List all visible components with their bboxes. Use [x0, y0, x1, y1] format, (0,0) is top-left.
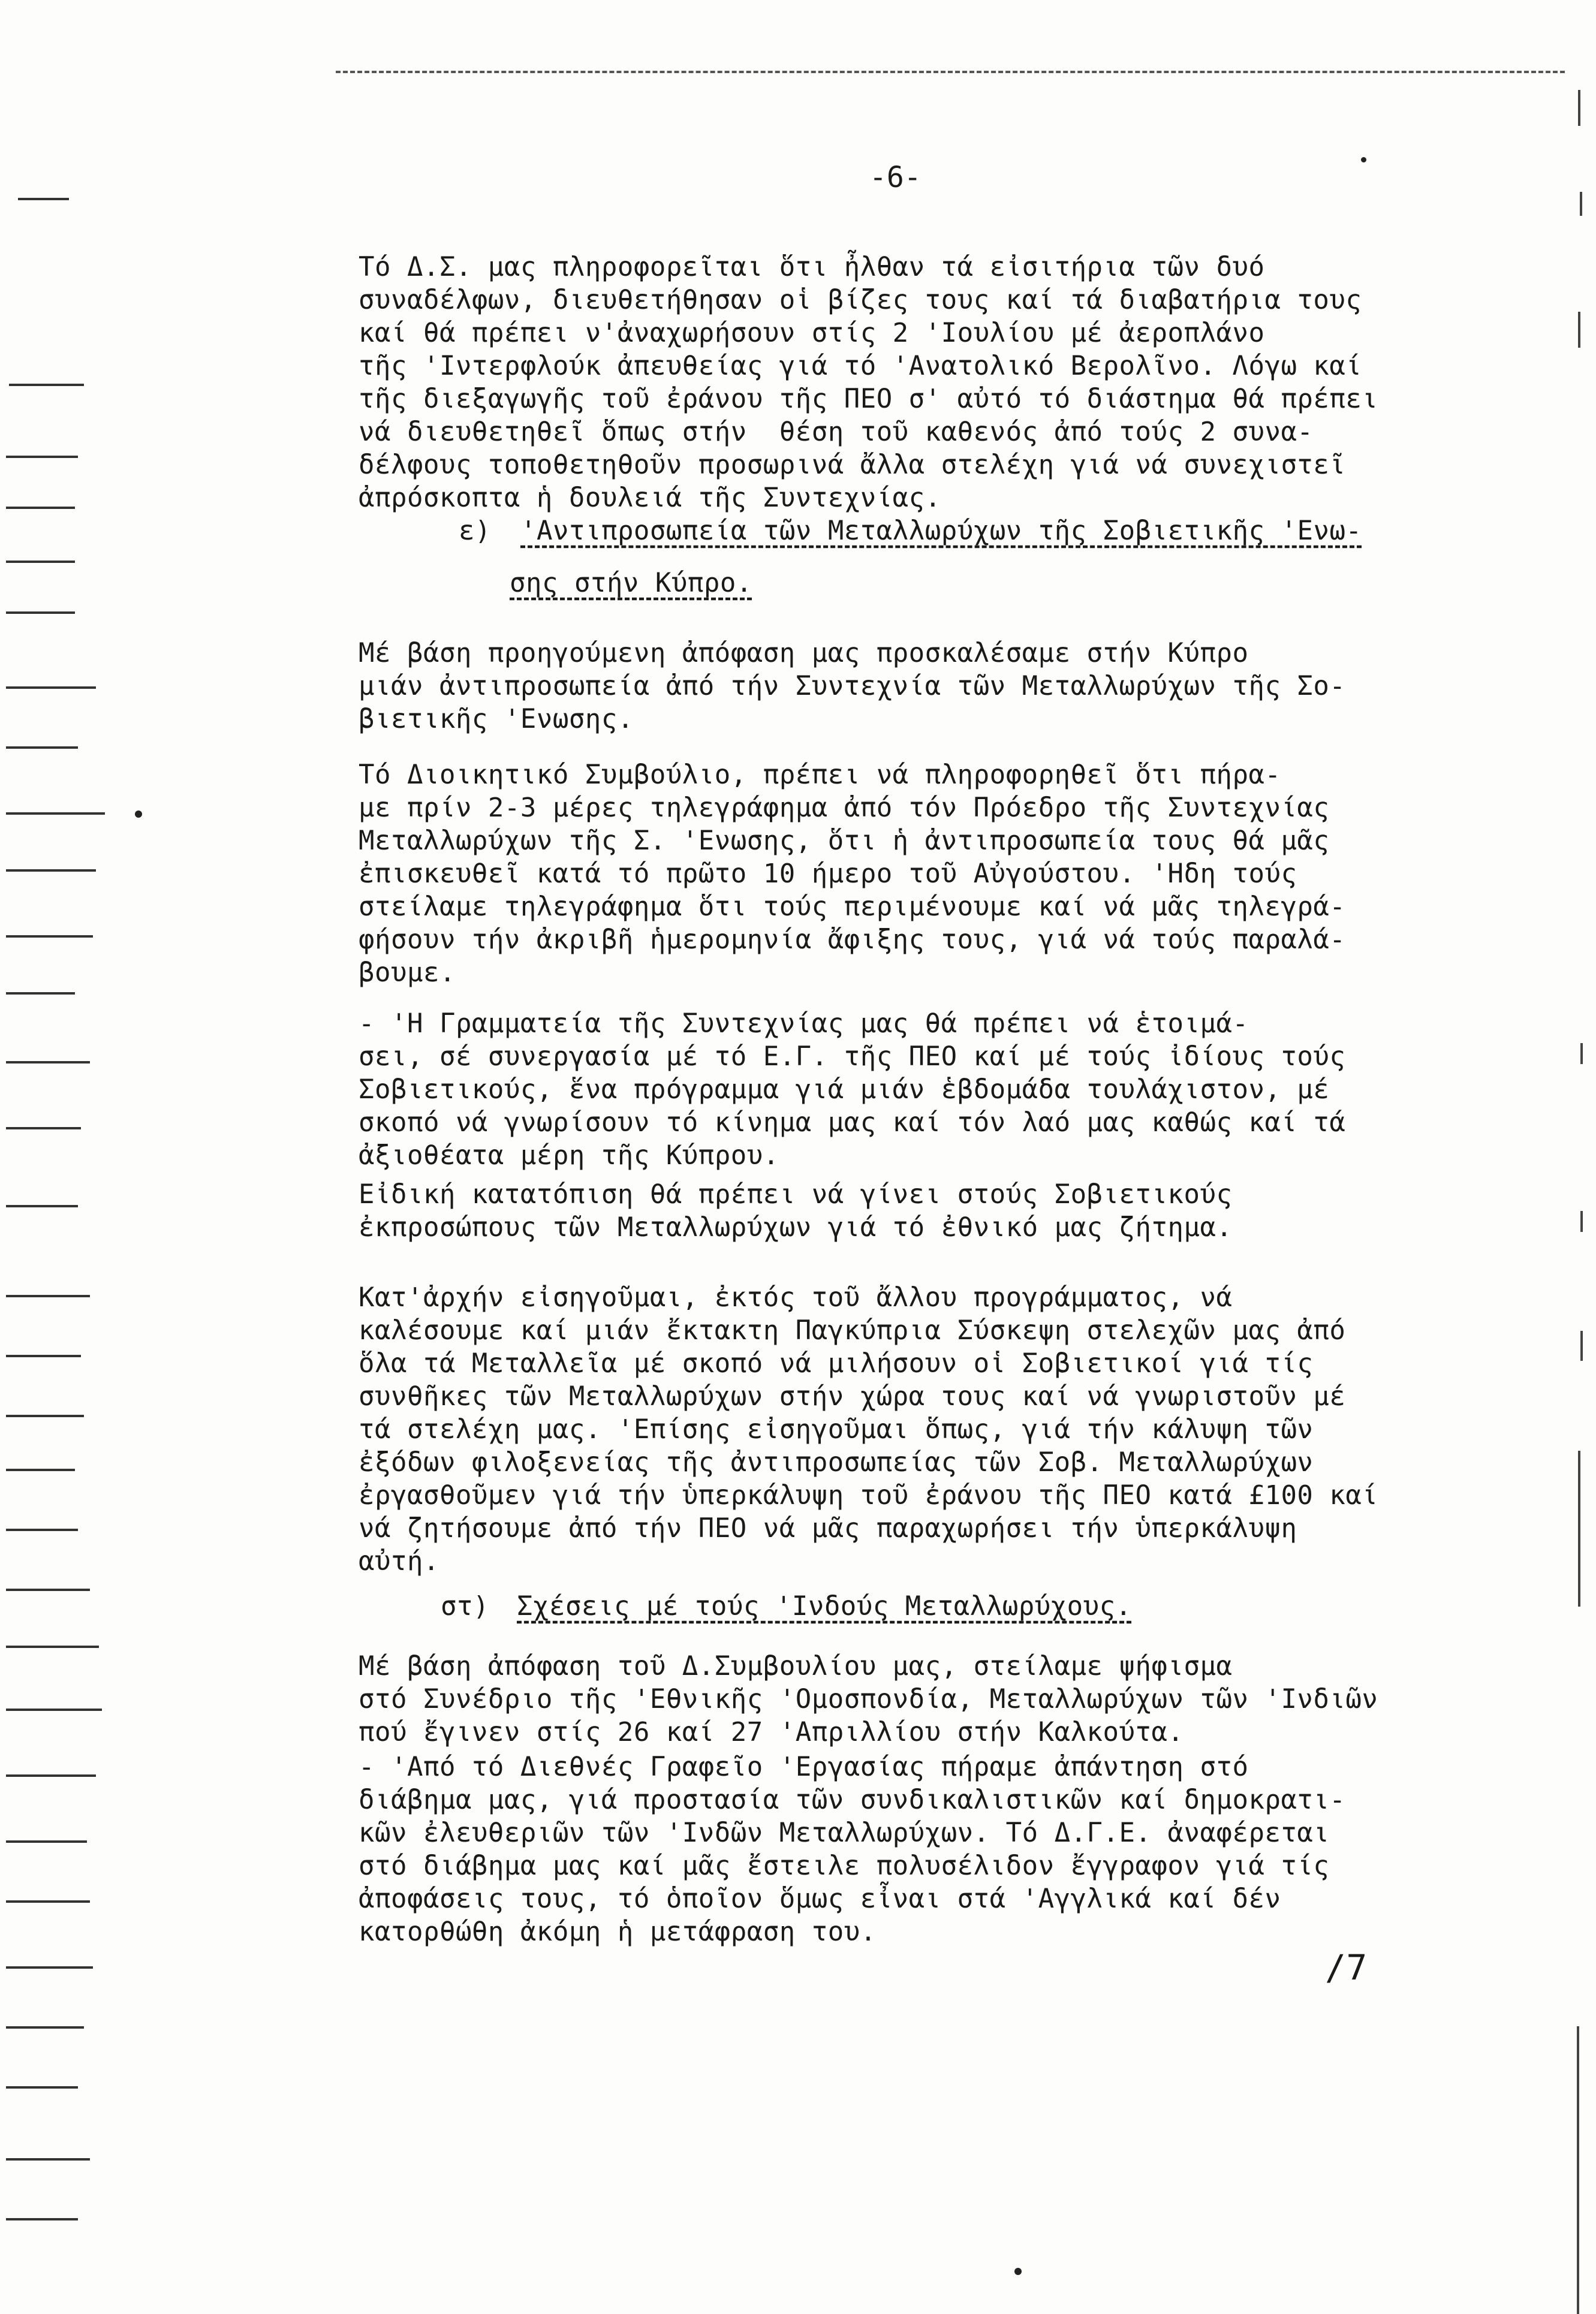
- top-dashed-rule: [336, 71, 1565, 73]
- heading-marker-e: ε): [459, 516, 491, 546]
- paragraph-conference-proposal: Κατ'ἀρχήν εἰσηγοῦμαι, ἐκτός τοῦ ἄλλου προγράμματος, νά καλέσουμε καί μιάν ἔκτακτη Παγκύπρια Σύσκεψη στελεχῶν μας ἀπό ὅλα τά Μεταλλεῖα μέ σκοπό νά μιλήσουν οἱ Σοβιετικοί γιά τίς συνθῆκες τῶν Μεταλλωρύχων στήν χώρα τους καί νά γνωριστοῦν μέ τά στελέχη μας. 'Επίσης εἰσηγοῦμαι ὅπως, γιά τήν κάλυψη τῶν ἐξόδων φιλοξενείας τῆς ἀντιπροσωπείας τῶν Σοβ. Μεταλλωρύχων ἐργασθοῦμεν γιά τήν ὑπερκάλυψη τοῦ ἐράνου τῆς ΠΕΟ κατά £100 καί νά ζητήσουμε ἀπό τήν ΠΕΟ νά μᾶς παραχωρήσει τήν ὑπερκάλυψη αὐτή.: [359, 1282, 1378, 1577]
- heading-indian-miners: Σχέσεις μέ τούς 'Ινδούς Μεταλλωρύχους.: [517, 1591, 1132, 1622]
- ink-speck: [1361, 157, 1366, 162]
- paragraph-briefing: Εἰδική κατατόπιση θά πρέπει νά γίνει στούς Σοβιετικούς ἐκπροσώπους τῶν Μεταλλωρύχων γιά τό ἐθνικό μας ζήτημα.: [359, 1179, 1233, 1243]
- paragraph-delegates-travel: Τό Δ.Σ. μας πληροφορεῖται ὅτι ἦλθαν τά εἰσιτήρια τῶν δυό συναδέλφων, διευθετήθησαν οἱ βίζες τους καί τά διαβατήρια τους καί θά πρέπει ν'ἀναχωρήσουν στίς 2 'Ιουλίου μέ ἀεροπλάνο τῆς 'Ιντερφλούκ ἀπευθείας γιά τό 'Ανατολικό Βερολῖνο. Λόγω καί τῆς διεξαγωγῆς τοῦ ἐράνου τῆς ΠΕΟ σ' αὐτό τό διάστημα θά πρέπει νά διευθετηθεῖ ὅπως στήν θέση τοῦ καθενός ἀπό τούς 2 συνα- δέλφους τοποθετηθοῦν προσωρινά ἄλλα στελέχη γιά νά συνεχιστεῖ ἀπρόσκοπτα ἡ δουλειά τῆς Συντεχνίας.: [359, 252, 1378, 513]
- next-page-marker: /7: [1325, 1947, 1368, 1988]
- paragraph-ilo-reply: - 'Από τό Διεθνές Γραφεῖο 'Εργασίας πήραμε ἀπάντηση στό διάβημα μας, γιά προστασία τῶν συνδικαλιστικῶν καί δημοκρατι- κῶν ἐλευθεριῶν τῶν 'Ινδῶν Μεταλλωρύχων. Τό Δ.Γ.Ε. ἀναφέρεται στό διάβημα μας καί μᾶς ἔστειλε πολυσέλιδον ἔγγραφον γιά τίς ἀποφάσεις τους, τό ὁποῖον ὅμως εἶναι στά 'Αγγλικά καί δέν κατορθώθη ἀκόμη ἡ μετάφραση του.: [359, 1752, 1346, 1947]
- ink-speck: [1014, 2268, 1022, 2275]
- heading-soviet-delegation-line1: 'Αντιπροσωπεία τῶν Μεταλλωρύχων τῆς Σοβιετικῆς 'Ενω-: [520, 516, 1362, 546]
- ink-speck: [135, 810, 142, 818]
- heading-marker-st: στ): [441, 1591, 489, 1622]
- paragraph-programme: - 'Η Γραμματεία τῆς Συντεχνίας μας θά πρέπει νά ἑτοιμά- σει, σέ συνεργασία μέ τό Ε.Γ. τῆς ΠΕΟ καί μέ τούς ἰδίους τούς Σοβιετικούς, ἕνα πρόγραμμα γιά μιάν ἑβδομάδα τουλάχιστον, μέ σκοπό νά γνωρίσουν τό κίνημα μας καί τόν λαό μας καθώς καί τά ἀξιοθέατα μέρη τῆς Κύπρου.: [359, 1008, 1346, 1171]
- paragraph-resolution-india: Μέ βάση ἀπόφαση τοῦ Δ.Συμβουλίου μας, στείλαμε ψήφισμα στό Συνέδριο τῆς 'Εθνικῆς 'Ομοσπονδία, Μεταλλωρύχων τῶν 'Ινδιῶν πού ἔγινεν στίς 26 καί 27 'Απριλλίου στήν Καλκούτα.: [359, 1651, 1378, 1747]
- paragraph-telegram: Τό Διοικητικό Συμβούλιο, πρέπει νά πληροφορηθεῖ ὅτι πήρα- με πρίν 2-3 μέρες τηλεγράφημα ἀπό τόν Πρόεδρο τῆς Συντεχνίας Μεταλλωρύχων τῆς Σ. 'Ενωσης, ὅτι ἡ ἀντιπροσωπεία τους θά μᾶς ἐπισκευθεῖ κατά τό πρῶτο 10 ήμερο τοῦ Αὐγούστου. 'Ηδη τούς στείλαμε τηλεγράφημα ὅτι τούς περιμένουμε καί νά μᾶς τηλεγρά- φήσουν τήν ἀκριβῆ ἡμερομηνία ἄφιξης τους, γιά νά τούς παραλά- βουμε.: [359, 760, 1346, 988]
- heading-soviet-delegation-line2: σης στήν Κύπρο.: [510, 568, 752, 598]
- paragraph-invitation: Μέ βάση προηγούμενη ἀπόφαση μας προσκαλέσαμε στήν Κύπρο μιάν ἀντιπροσωπεία ἀπό τήν Συντεχνία τῶν Μεταλλωρύχων τῆς Σο- βιετικῆς 'Ενωσης.: [359, 638, 1346, 734]
- page-number: -6-: [869, 161, 922, 194]
